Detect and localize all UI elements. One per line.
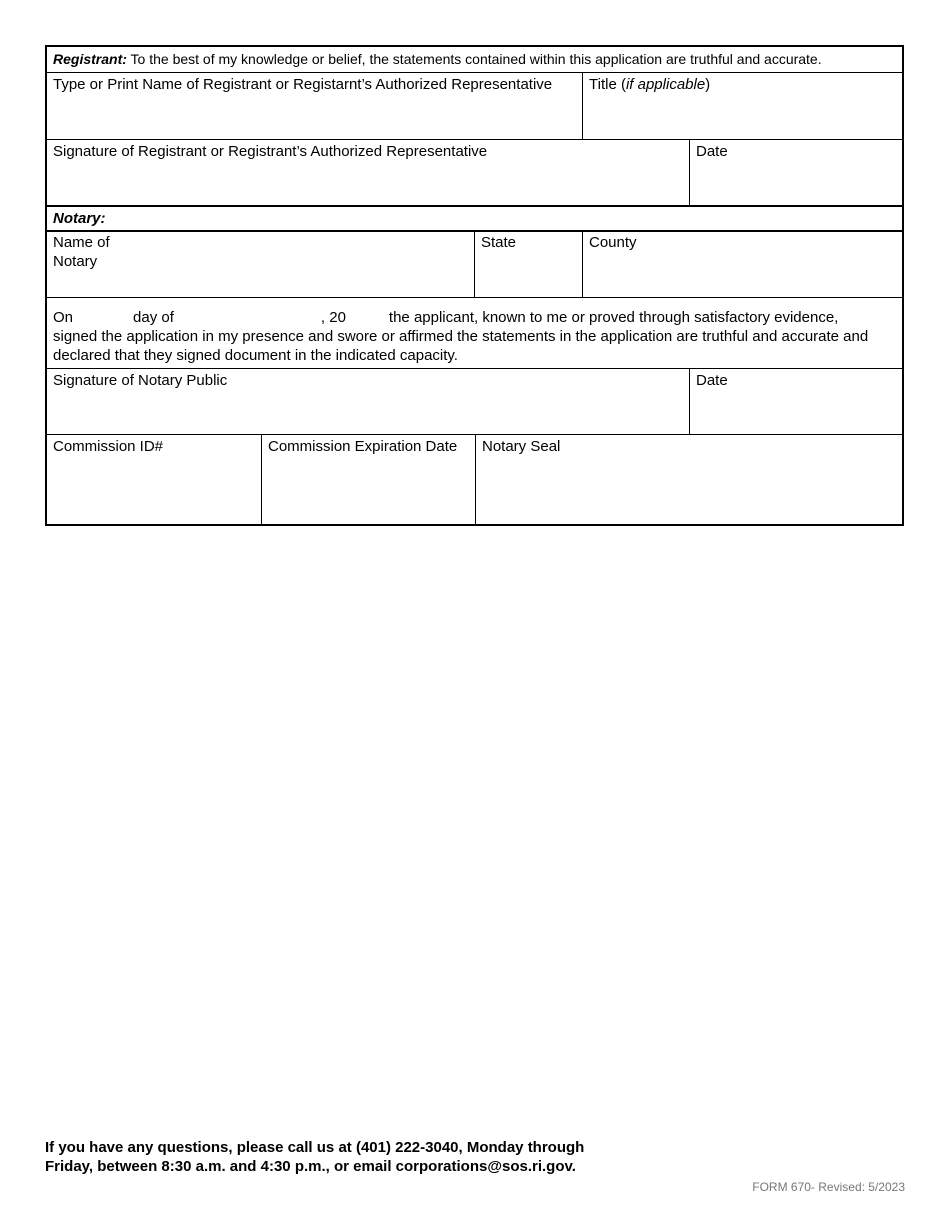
registrant-name-label: Type or Print Name of Registrant or Registarnt’s Authorized Representative: [53, 76, 553, 93]
registrant-date-label: Date: [696, 143, 728, 160]
notary-county-label: County: [589, 234, 637, 251]
attestation-line1-rest: the applicant, known to me or proved through satisfactory evidence,: [388, 309, 839, 326]
notary-date-label: Date: [696, 372, 728, 389]
notary-signature-field[interactable]: [47, 369, 689, 434]
title-label-suffix: ): [705, 76, 711, 93]
title-label-prefix: Title (: [589, 76, 626, 93]
attestation-line2: signed the application in my presence and swore or affirmed the statements in the application are truthful and accurate and: [53, 328, 869, 345]
attestation-line3: declared that they signed document in the indicated capacity.: [53, 347, 458, 364]
registrant-signature-field[interactable]: [47, 140, 689, 205]
notary-label: Notary:: [53, 210, 106, 227]
notary-seal-label: Notary Seal: [482, 438, 561, 455]
notary-signature-label: Signature of Notary Public: [53, 372, 228, 389]
registrant-statement: To the best of my knowledge or belief, the statements contained within this application are truthful and accurate.: [130, 51, 822, 67]
contact-footer-line2: Friday, between 8:30 a.m. and 4:30 p.m., or email corporations@sos.ri.gov.: [45, 1158, 576, 1175]
commission-expiration-label: Commission Expiration Date: [268, 438, 458, 455]
notary-state-field[interactable]: [475, 232, 582, 297]
notary-name-label-line1: Name of: [53, 234, 110, 251]
contact-footer-line1: If you have any questions, please call us at (401) 222-3040, Monday through: [45, 1139, 585, 1156]
registrant-title-field[interactable]: [583, 73, 902, 139]
notary-state-label: State: [481, 234, 517, 251]
commission-expiration-field[interactable]: [262, 435, 475, 524]
notary-name-field[interactable]: [47, 232, 474, 297]
registrant-label: Registrant:: [53, 51, 127, 67]
commission-id-field[interactable]: [47, 435, 261, 524]
attestation-line1: [53, 308, 896, 327]
commission-id-label: Commission ID#: [53, 438, 164, 455]
attestation-day-of: day of: [133, 309, 174, 326]
notary-name-label-line2: Notary: [53, 253, 98, 270]
registrant-signature-label: Signature of Registrant or Registrant’s Authorized Representative: [53, 143, 488, 160]
form-number: FORM 670- Revised: 5/2023: [752, 1180, 905, 1194]
notary-heading-row: [47, 207, 902, 230]
registrant-date-field[interactable]: [690, 140, 902, 205]
registrant-statement-row: [47, 47, 902, 72]
notary-county-field[interactable]: [583, 232, 902, 297]
title-label-italic: if applicable: [625, 76, 706, 93]
attestation-on: On: [53, 309, 74, 326]
contact-footer: [45, 1138, 645, 1176]
registrant-name-field[interactable]: [47, 73, 582, 139]
attestation-year: , 20: [320, 309, 346, 326]
notary-seal-field: [476, 435, 902, 524]
notary-date-field[interactable]: [690, 369, 902, 434]
notarization-form: [45, 45, 904, 526]
notary-attestation: [47, 298, 902, 368]
